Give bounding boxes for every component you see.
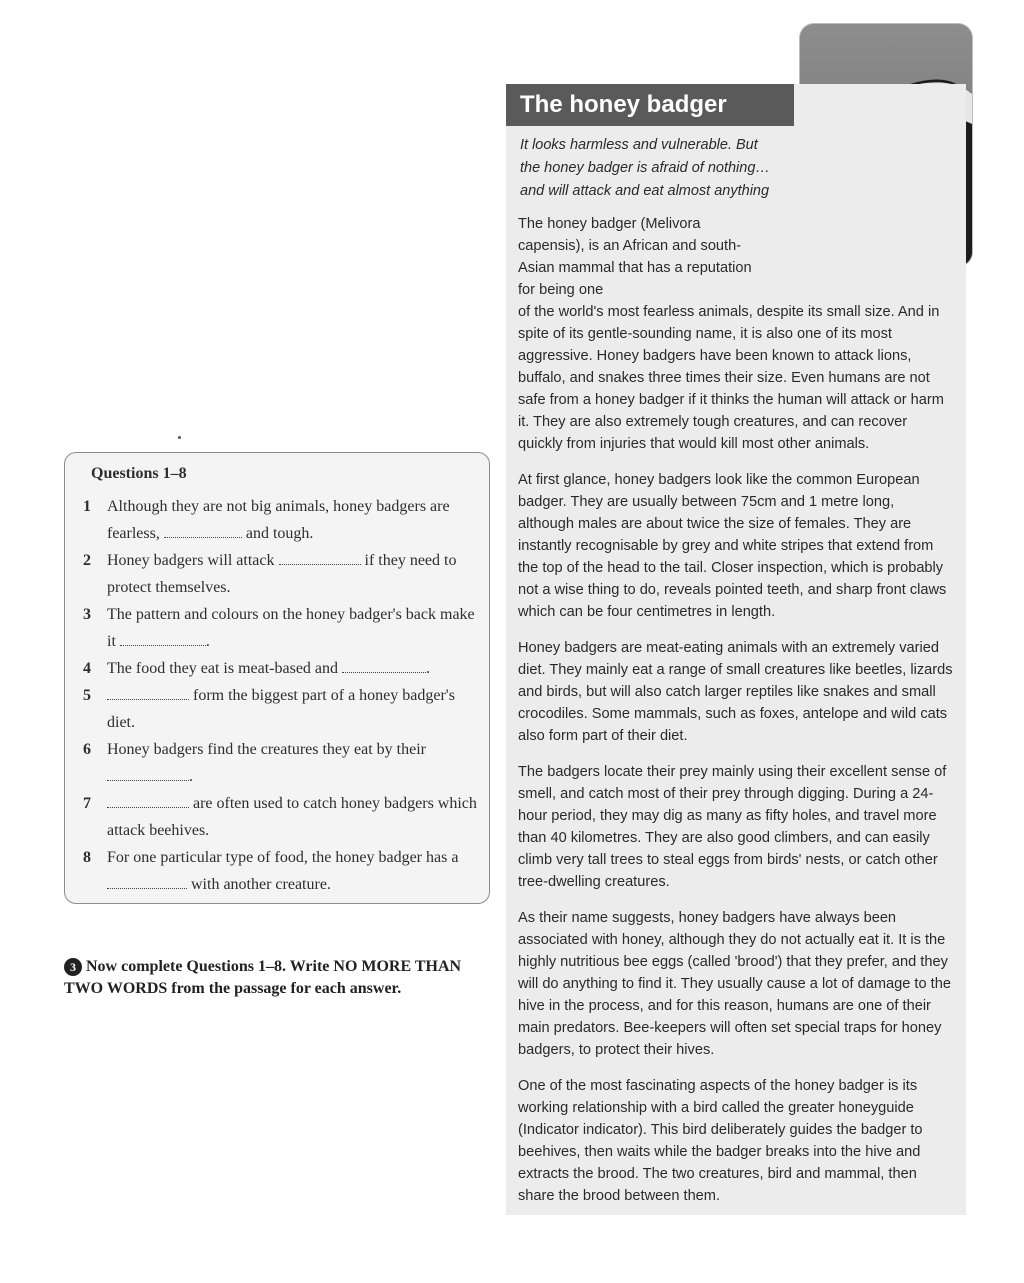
article-standfirst: It looks harmless and vulnerable. But the honey badger is afraid of nothing… and will attack and eat almost anything bbox=[520, 137, 770, 199]
question-5: 5 form the biggest part of a honey badger's diet. bbox=[83, 687, 455, 731]
question-1: 1 Although they are not big animals, honey badgers are fearless, and tough. bbox=[83, 498, 450, 542]
questions-list bbox=[83, 493, 483, 898]
instruction-number-badge: 3 bbox=[64, 958, 82, 976]
article-paragraph-1 bbox=[506, 209, 966, 455]
question-6: 6 Honey badgers find the creatures they eat by their . bbox=[83, 741, 426, 785]
question-8: 8 For one particular type of food, the honey badger has a with another creature. bbox=[83, 849, 459, 893]
article-paragraph-1-rest: of the world's most fearless animals, despite its small size. And in spite of its gentle-sounding name, it is also one of its most aggressive. Honey badgers have been known to attack lions, buffalo, and snakes three times their size. Even humans are not safe from a honey badger if it thinks the human will attack or harm it. They are also extremely tough creatures, and can recover quickly from injuries that would kill most other animals. bbox=[518, 304, 944, 452]
questions-title: Questions 1–8 bbox=[91, 465, 187, 482]
answer-blank[interactable] bbox=[107, 766, 189, 781]
answer-blank[interactable] bbox=[107, 793, 189, 808]
article bbox=[506, 84, 966, 1215]
answer-blank[interactable] bbox=[279, 550, 361, 565]
article-paragraph-6: One of the most fascinating aspects of the honey badger is its working relationship with a bird called the greater honeyguide (Indicator indicator). This bird deliberately guides the badger to beehives, then waits while the badger breaks into the hive and extracts the brood. The two creatures, bird and mammal, then share the brood between them. bbox=[518, 1078, 923, 1204]
question-2: 2 Honey badgers will attack if they need to protect themselves. bbox=[83, 552, 457, 596]
article-title-bar bbox=[506, 84, 794, 126]
instruction bbox=[64, 956, 474, 1000]
article-title: The honey badger bbox=[520, 91, 727, 118]
article-paragraph-5: As their name suggests, honey badgers have always been associated with honey, although they do not actually eat it. It is the highly nutritious bee eggs (called 'brood') that they prefer, and they will do anything to find it. They usually cause a lot of damage to the hive in the process, and for this reason, humans are one of their main predators. Bee-keepers will often set special traps for honey badgers, to protect their hives. bbox=[518, 910, 951, 1058]
answer-blank[interactable] bbox=[107, 874, 187, 889]
article-paragraph-1-intro: The honey badger (Melivora capensis), is an African and south-Asian mammal that has a reputation for being one bbox=[518, 216, 752, 298]
question-4: 4 The food they eat is meat-based and . bbox=[83, 660, 431, 677]
answer-blank[interactable] bbox=[342, 658, 426, 673]
answer-blank[interactable] bbox=[107, 685, 189, 700]
answer-blank[interactable] bbox=[120, 631, 206, 646]
article-paragraph-3: Honey badgers are meat-eating animals with an extremely varied diet. They mainly eat a range of small creatures like beetles, lizards and birds, but will also catch larger reptiles like snakes and small crocodiles. Some mammals, such as foxes, antelope and wild cats also form part of their diet. bbox=[518, 640, 953, 744]
article-paragraph-4: The badgers locate their prey mainly using their excellent sense of smell, and catch most of their prey through digging. During a 24-hour period, they may dig as many as fifty holes, and travel more than 40 kilometres. They are also good climbers, and can easily climb very tall trees to steal eggs from birds' nests, or catch other tree-dwelling creatures. bbox=[518, 764, 947, 890]
stray-dot bbox=[178, 436, 181, 439]
questions-box bbox=[64, 452, 490, 904]
article-paragraph-2: At first glance, honey badgers look like the common European badger. They are usually between 75cm and 1 metre long, although males are about twice the size of females. They are instantly recognisable by grey and white stripes that extend from the top of the head to the tail. Closer inspection, which is probably not a wise thing to do, reveals pointed teeth, and sharp front claws which can be four centimetres in length. bbox=[518, 472, 947, 620]
question-7: 7 are often used to catch honey badgers which attack beehives. bbox=[83, 795, 477, 839]
answer-blank[interactable] bbox=[164, 523, 242, 538]
question-3: 3 The pattern and colours on the honey badger's back make it . bbox=[83, 606, 475, 650]
instruction-text: Now complete Questions 1–8. Write NO MORE THAN TWO WORDS from the passage for each answer. bbox=[64, 958, 462, 997]
